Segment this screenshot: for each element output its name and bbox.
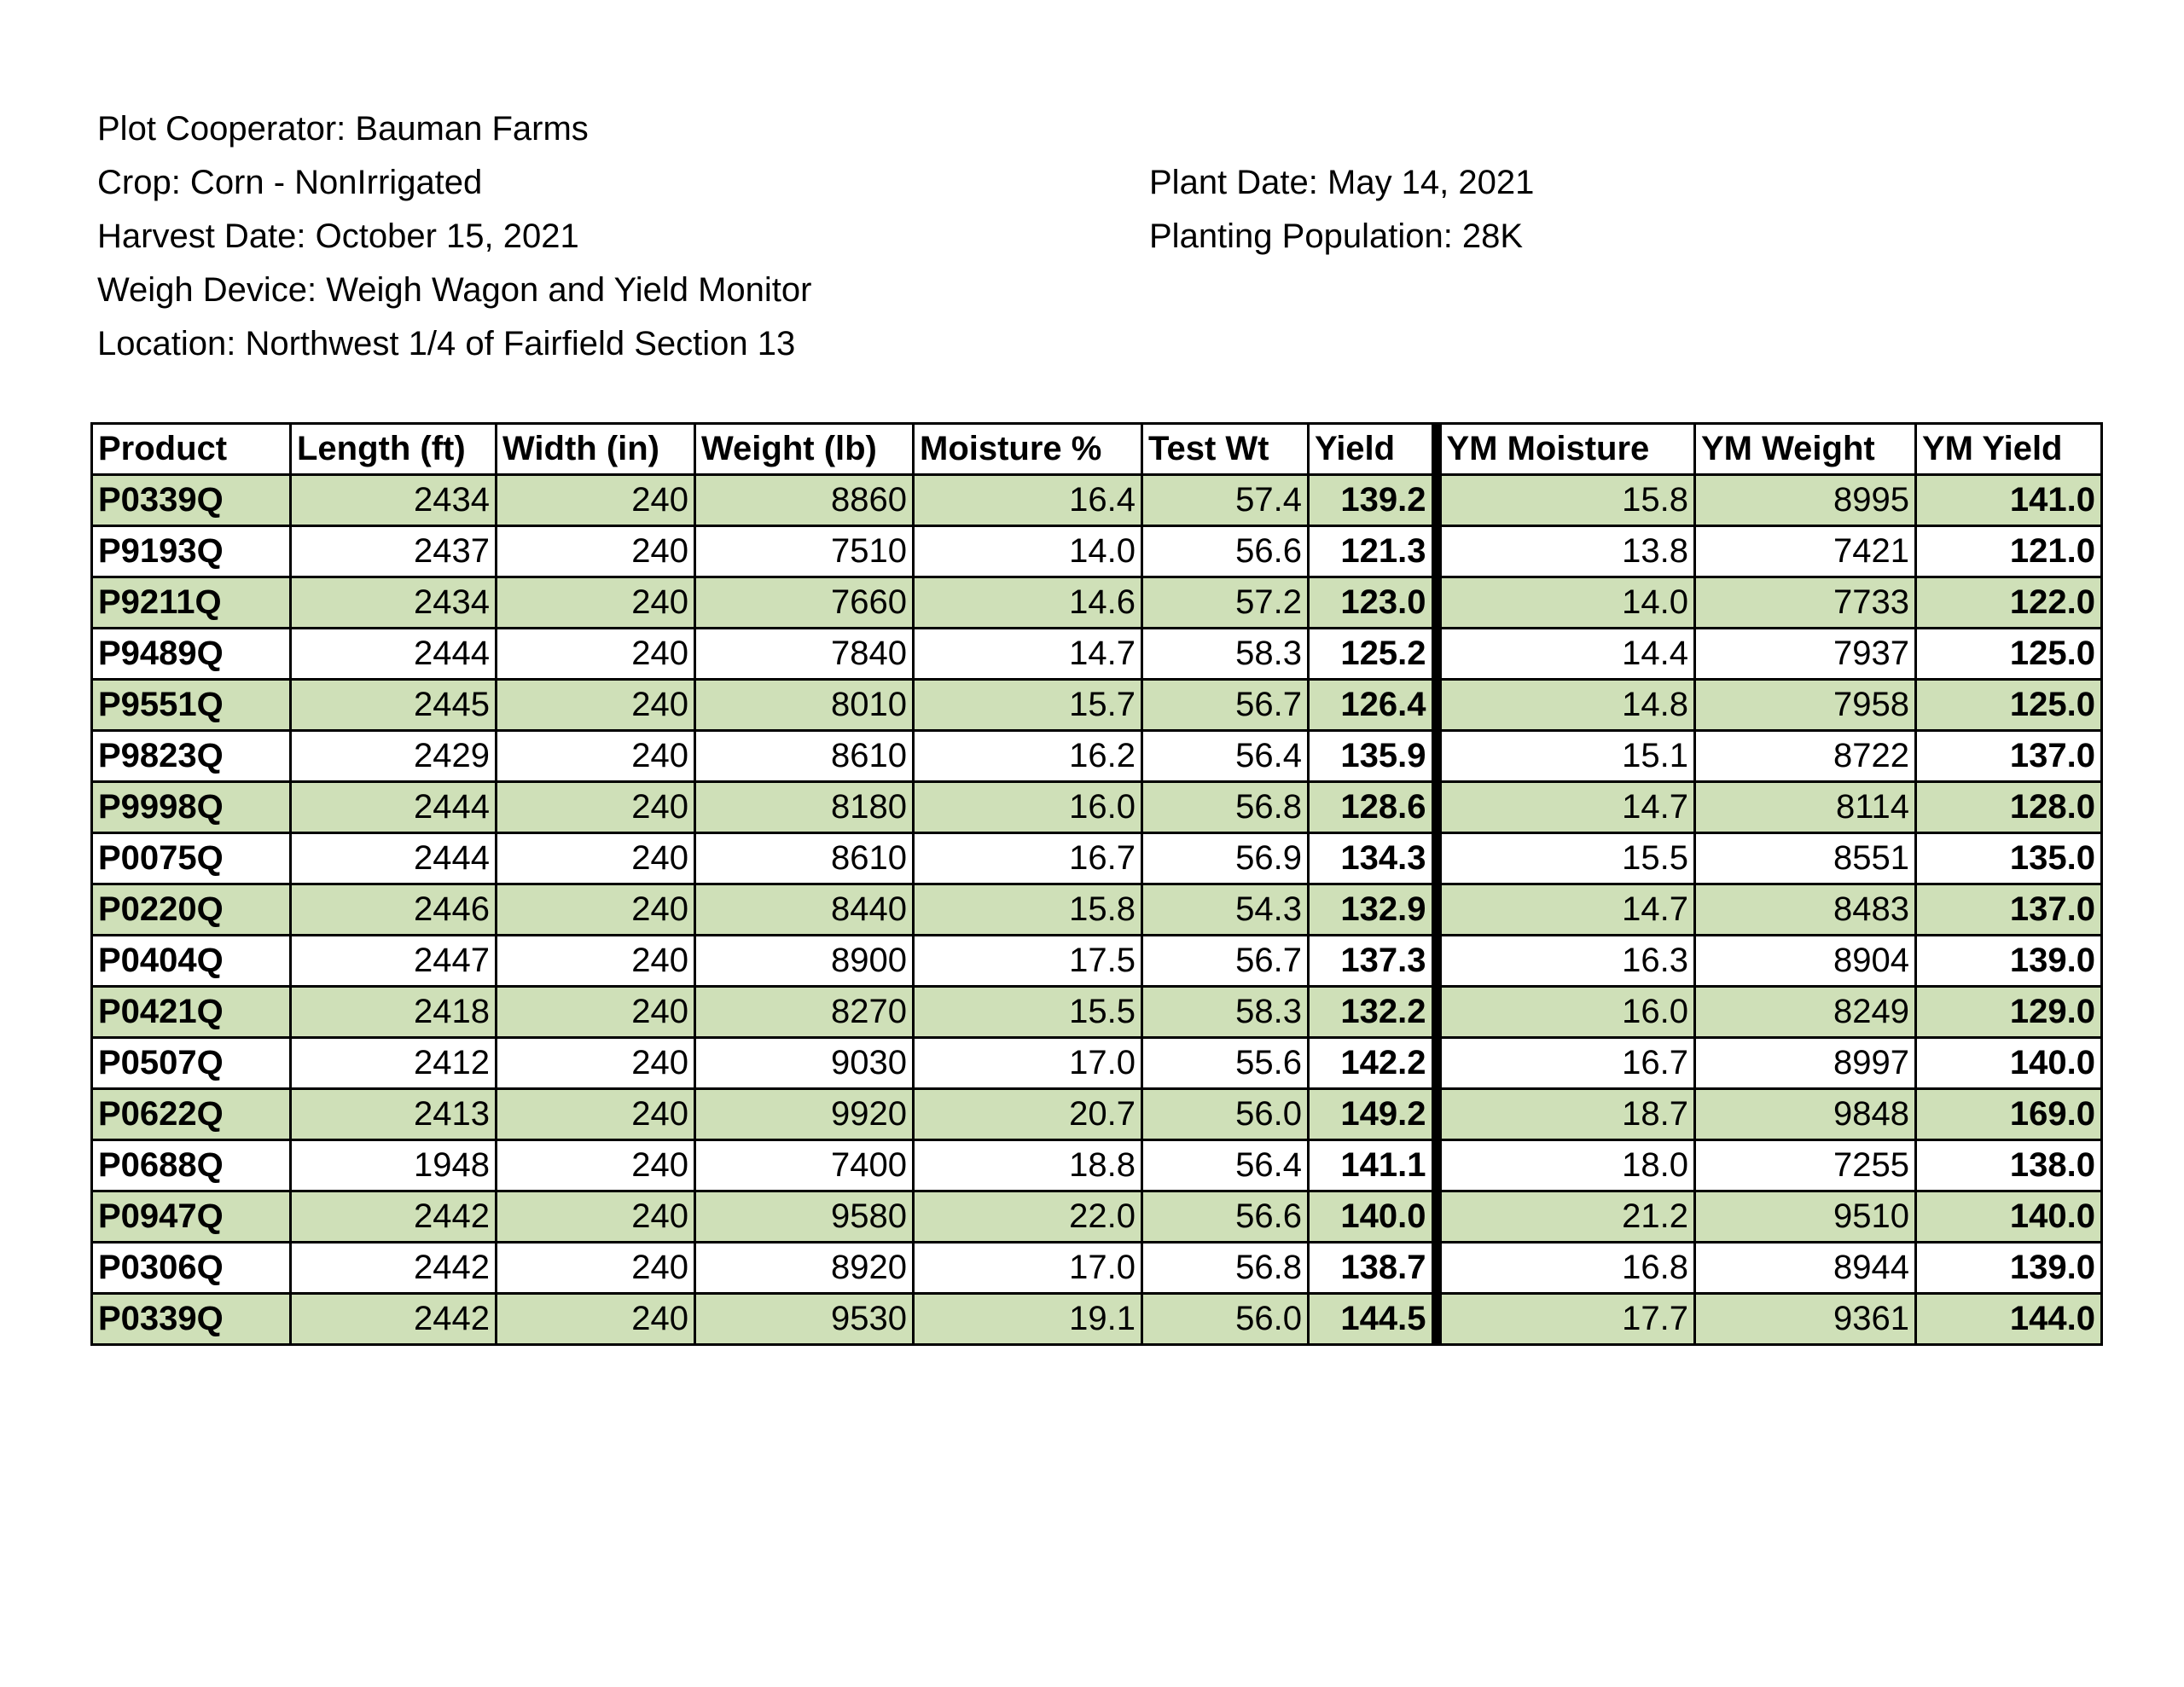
moisture-cell: 17.0 bbox=[914, 1038, 1142, 1089]
width-cell: 240 bbox=[497, 629, 695, 680]
weight-cell: 8610 bbox=[695, 833, 914, 884]
test-wt-cell: 56.8 bbox=[1142, 782, 1309, 833]
yield-cell: 141.1 bbox=[1309, 1140, 1437, 1191]
yield-cell: 123.0 bbox=[1309, 577, 1437, 629]
plot-cooperator: Plot Cooperator: Bauman Farms bbox=[97, 110, 589, 148]
weight-cell: 9580 bbox=[695, 1191, 914, 1243]
moisture-cell: 16.0 bbox=[914, 782, 1142, 833]
width-cell: 240 bbox=[497, 1243, 695, 1294]
test-wt-cell: 56.4 bbox=[1142, 731, 1309, 782]
length-cell: 2444 bbox=[291, 782, 497, 833]
ym-moisture-cell: 21.2 bbox=[1437, 1191, 1695, 1243]
ym-yield-cell: 137.0 bbox=[1916, 884, 2102, 936]
product-cell: P0220Q bbox=[92, 884, 291, 936]
crop-info: Crop: Corn - NonIrrigated bbox=[97, 164, 483, 201]
ym-yield-cell: 122.0 bbox=[1916, 577, 2102, 629]
length-cell: 2444 bbox=[291, 833, 497, 884]
product-cell: P0404Q bbox=[92, 936, 291, 987]
length-cell: 2437 bbox=[291, 526, 497, 577]
ym-moisture-cell: 15.5 bbox=[1437, 833, 1695, 884]
width-cell: 240 bbox=[497, 1140, 695, 1191]
weight-cell: 8180 bbox=[695, 782, 914, 833]
ym-moisture-cell: 15.1 bbox=[1437, 731, 1695, 782]
ym-yield-cell: 140.0 bbox=[1916, 1038, 2102, 1089]
yield-cell: 137.3 bbox=[1309, 936, 1437, 987]
width-cell: 240 bbox=[497, 475, 695, 526]
product-cell: P9551Q bbox=[92, 680, 291, 731]
ym-weight-cell: 7255 bbox=[1695, 1140, 1916, 1191]
weight-cell: 7510 bbox=[695, 526, 914, 577]
column-header: YM Weight bbox=[1695, 424, 1916, 475]
length-cell: 2442 bbox=[291, 1191, 497, 1243]
width-cell: 240 bbox=[497, 526, 695, 577]
location: Location: Northwest 1/4 of Fairfield Section 13 bbox=[97, 325, 796, 362]
test-wt-cell: 56.8 bbox=[1142, 1243, 1309, 1294]
ym-yield-cell: 140.0 bbox=[1916, 1191, 2102, 1243]
column-header: Product bbox=[92, 424, 291, 475]
yield-cell: 144.5 bbox=[1309, 1294, 1437, 1345]
table-row bbox=[92, 833, 2102, 884]
ym-weight-cell: 7421 bbox=[1695, 526, 1916, 577]
ym-weight-cell: 7958 bbox=[1695, 680, 1916, 731]
column-header: Moisture % bbox=[914, 424, 1142, 475]
moisture-cell: 15.5 bbox=[914, 987, 1142, 1038]
ym-yield-cell: 169.0 bbox=[1916, 1089, 2102, 1140]
ym-moisture-cell: 18.0 bbox=[1437, 1140, 1695, 1191]
ym-yield-cell: 135.0 bbox=[1916, 833, 2102, 884]
ym-yield-cell: 125.0 bbox=[1916, 680, 2102, 731]
weight-cell: 7660 bbox=[695, 577, 914, 629]
width-cell: 240 bbox=[497, 731, 695, 782]
ym-weight-cell: 9361 bbox=[1695, 1294, 1916, 1345]
length-cell: 1948 bbox=[291, 1140, 497, 1191]
ym-moisture-cell: 14.0 bbox=[1437, 577, 1695, 629]
test-wt-cell: 57.4 bbox=[1142, 475, 1309, 526]
weight-cell: 8860 bbox=[695, 475, 914, 526]
weigh-device: Weigh Device: Weigh Wagon and Yield Monitor bbox=[97, 271, 812, 309]
length-cell: 2413 bbox=[291, 1089, 497, 1140]
ym-weight-cell: 7937 bbox=[1695, 629, 1916, 680]
results-table bbox=[90, 422, 2103, 1346]
product-cell: P9823Q bbox=[92, 731, 291, 782]
ym-yield-cell: 125.0 bbox=[1916, 629, 2102, 680]
weight-cell: 8440 bbox=[695, 884, 914, 936]
product-cell: P9489Q bbox=[92, 629, 291, 680]
width-cell: 240 bbox=[497, 1038, 695, 1089]
ym-weight-cell: 8997 bbox=[1695, 1038, 1916, 1089]
product-cell: P0339Q bbox=[92, 1294, 291, 1345]
ym-moisture-cell: 16.0 bbox=[1437, 987, 1695, 1038]
ym-moisture-cell: 13.8 bbox=[1437, 526, 1695, 577]
width-cell: 240 bbox=[497, 833, 695, 884]
table-row bbox=[92, 782, 2102, 833]
moisture-cell: 19.1 bbox=[914, 1294, 1142, 1345]
moisture-cell: 15.8 bbox=[914, 884, 1142, 936]
ym-weight-cell: 8995 bbox=[1695, 475, 1916, 526]
product-cell: P0688Q bbox=[92, 1140, 291, 1191]
ym-yield-cell: 128.0 bbox=[1916, 782, 2102, 833]
weight-cell: 9530 bbox=[695, 1294, 914, 1345]
moisture-cell: 14.7 bbox=[914, 629, 1142, 680]
ym-yield-cell: 144.0 bbox=[1916, 1294, 2102, 1345]
test-wt-cell: 56.7 bbox=[1142, 936, 1309, 987]
moisture-cell: 14.6 bbox=[914, 577, 1142, 629]
table-row bbox=[92, 1294, 2102, 1345]
length-cell: 2434 bbox=[291, 475, 497, 526]
moisture-cell: 16.7 bbox=[914, 833, 1142, 884]
weight-cell: 8270 bbox=[695, 987, 914, 1038]
weight-cell: 9030 bbox=[695, 1038, 914, 1089]
test-wt-cell: 58.3 bbox=[1142, 629, 1309, 680]
column-header: Yield bbox=[1309, 424, 1437, 475]
ym-moisture-cell: 14.7 bbox=[1437, 884, 1695, 936]
yield-cell: 128.6 bbox=[1309, 782, 1437, 833]
weight-cell: 7840 bbox=[695, 629, 914, 680]
ym-yield-cell: 139.0 bbox=[1916, 936, 2102, 987]
product-cell: P9998Q bbox=[92, 782, 291, 833]
moisture-cell: 17.0 bbox=[914, 1243, 1142, 1294]
test-wt-cell: 56.4 bbox=[1142, 1140, 1309, 1191]
ym-weight-cell: 8551 bbox=[1695, 833, 1916, 884]
yield-cell: 140.0 bbox=[1309, 1191, 1437, 1243]
column-header: Weight (lb) bbox=[695, 424, 914, 475]
width-cell: 240 bbox=[497, 987, 695, 1038]
column-header: YM Moisture bbox=[1437, 424, 1695, 475]
weight-cell: 8610 bbox=[695, 731, 914, 782]
ym-weight-cell: 8249 bbox=[1695, 987, 1916, 1038]
ym-weight-cell: 8722 bbox=[1695, 731, 1916, 782]
ym-yield-cell: 121.0 bbox=[1916, 526, 2102, 577]
ym-moisture-cell: 14.7 bbox=[1437, 782, 1695, 833]
length-cell: 2442 bbox=[291, 1243, 497, 1294]
length-cell: 2444 bbox=[291, 629, 497, 680]
ym-yield-cell: 137.0 bbox=[1916, 731, 2102, 782]
width-cell: 240 bbox=[497, 1294, 695, 1345]
harvest-date: Harvest Date: October 15, 2021 bbox=[97, 217, 579, 255]
table-row bbox=[92, 1243, 2102, 1294]
yield-cell: 142.2 bbox=[1309, 1038, 1437, 1089]
test-wt-cell: 57.2 bbox=[1142, 577, 1309, 629]
table-row bbox=[92, 936, 2102, 987]
table-row bbox=[92, 680, 2102, 731]
test-wt-cell: 58.3 bbox=[1142, 987, 1309, 1038]
weight-cell: 8900 bbox=[695, 936, 914, 987]
width-cell: 240 bbox=[497, 1089, 695, 1140]
table-row bbox=[92, 731, 2102, 782]
width-cell: 240 bbox=[497, 884, 695, 936]
length-cell: 2412 bbox=[291, 1038, 497, 1089]
table-row bbox=[92, 1038, 2102, 1089]
yield-cell: 121.3 bbox=[1309, 526, 1437, 577]
product-cell: P0507Q bbox=[92, 1038, 291, 1089]
product-cell: P0947Q bbox=[92, 1191, 291, 1243]
test-wt-cell: 56.7 bbox=[1142, 680, 1309, 731]
product-cell: P0622Q bbox=[92, 1089, 291, 1140]
length-cell: 2429 bbox=[291, 731, 497, 782]
length-cell: 2434 bbox=[291, 577, 497, 629]
ym-yield-cell: 141.0 bbox=[1916, 475, 2102, 526]
weight-cell: 9920 bbox=[695, 1089, 914, 1140]
column-header: Width (in) bbox=[497, 424, 695, 475]
length-cell: 2447 bbox=[291, 936, 497, 987]
product-cell: P0339Q bbox=[92, 475, 291, 526]
table-row bbox=[92, 987, 2102, 1038]
yield-cell: 125.2 bbox=[1309, 629, 1437, 680]
moisture-cell: 18.8 bbox=[914, 1140, 1142, 1191]
ym-moisture-cell: 17.7 bbox=[1437, 1294, 1695, 1345]
length-cell: 2442 bbox=[291, 1294, 497, 1345]
ym-weight-cell: 8483 bbox=[1695, 884, 1916, 936]
yield-cell: 126.4 bbox=[1309, 680, 1437, 731]
ym-moisture-cell: 14.8 bbox=[1437, 680, 1695, 731]
test-wt-cell: 56.0 bbox=[1142, 1089, 1309, 1140]
yield-cell: 138.7 bbox=[1309, 1243, 1437, 1294]
width-cell: 240 bbox=[497, 680, 695, 731]
product-cell: P0421Q bbox=[92, 987, 291, 1038]
weight-cell: 7400 bbox=[695, 1140, 914, 1191]
table-row bbox=[92, 629, 2102, 680]
width-cell: 240 bbox=[497, 936, 695, 987]
ym-moisture-cell: 14.4 bbox=[1437, 629, 1695, 680]
product-cell: P0306Q bbox=[92, 1243, 291, 1294]
ym-yield-cell: 138.0 bbox=[1916, 1140, 2102, 1191]
moisture-cell: 16.4 bbox=[914, 475, 1142, 526]
ym-weight-cell: 8904 bbox=[1695, 936, 1916, 987]
test-wt-cell: 55.6 bbox=[1142, 1038, 1309, 1089]
yield-cell: 132.2 bbox=[1309, 987, 1437, 1038]
table-row bbox=[92, 1191, 2102, 1243]
weight-cell: 8010 bbox=[695, 680, 914, 731]
yield-cell: 139.2 bbox=[1309, 475, 1437, 526]
moisture-cell: 20.7 bbox=[914, 1089, 1142, 1140]
yield-cell: 149.2 bbox=[1309, 1089, 1437, 1140]
column-header: Test Wt bbox=[1142, 424, 1309, 475]
test-wt-cell: 54.3 bbox=[1142, 884, 1309, 936]
product-cell: P0075Q bbox=[92, 833, 291, 884]
table-row bbox=[92, 577, 2102, 629]
test-wt-cell: 56.0 bbox=[1142, 1294, 1309, 1345]
ym-moisture-cell: 18.7 bbox=[1437, 1089, 1695, 1140]
ym-yield-cell: 139.0 bbox=[1916, 1243, 2102, 1294]
ym-weight-cell: 8114 bbox=[1695, 782, 1916, 833]
moisture-cell: 22.0 bbox=[914, 1191, 1142, 1243]
test-wt-cell: 56.9 bbox=[1142, 833, 1309, 884]
yield-cell: 132.9 bbox=[1309, 884, 1437, 936]
ym-moisture-cell: 16.8 bbox=[1437, 1243, 1695, 1294]
ym-moisture-cell: 16.3 bbox=[1437, 936, 1695, 987]
planting-population: Planting Population: 28K bbox=[1149, 217, 1524, 255]
ym-moisture-cell: 15.8 bbox=[1437, 475, 1695, 526]
length-cell: 2446 bbox=[291, 884, 497, 936]
column-header: Length (ft) bbox=[291, 424, 497, 475]
table-row bbox=[92, 475, 2102, 526]
length-cell: 2418 bbox=[291, 987, 497, 1038]
moisture-cell: 14.0 bbox=[914, 526, 1142, 577]
yield-cell: 134.3 bbox=[1309, 833, 1437, 884]
width-cell: 240 bbox=[497, 782, 695, 833]
table-row bbox=[92, 1140, 2102, 1191]
product-cell: P9211Q bbox=[92, 577, 291, 629]
length-cell: 2445 bbox=[291, 680, 497, 731]
product-cell: P9193Q bbox=[92, 526, 291, 577]
width-cell: 240 bbox=[497, 1191, 695, 1243]
moisture-cell: 16.2 bbox=[914, 731, 1142, 782]
ym-weight-cell: 9848 bbox=[1695, 1089, 1916, 1140]
plant-date: Plant Date: May 14, 2021 bbox=[1149, 164, 1535, 201]
ym-weight-cell: 8944 bbox=[1695, 1243, 1916, 1294]
weight-cell: 8920 bbox=[695, 1243, 914, 1294]
table-row bbox=[92, 526, 2102, 577]
header-row bbox=[92, 424, 2102, 475]
column-header: YM Yield bbox=[1916, 424, 2102, 475]
table-row bbox=[92, 884, 2102, 936]
table-body bbox=[92, 475, 2102, 1345]
ym-weight-cell: 7733 bbox=[1695, 577, 1916, 629]
ym-moisture-cell: 16.7 bbox=[1437, 1038, 1695, 1089]
width-cell: 240 bbox=[497, 577, 695, 629]
table-row bbox=[92, 1089, 2102, 1140]
ym-weight-cell: 9510 bbox=[1695, 1191, 1916, 1243]
test-wt-cell: 56.6 bbox=[1142, 526, 1309, 577]
test-wt-cell: 56.6 bbox=[1142, 1191, 1309, 1243]
yield-cell: 135.9 bbox=[1309, 731, 1437, 782]
ym-yield-cell: 129.0 bbox=[1916, 987, 2102, 1038]
moisture-cell: 15.7 bbox=[914, 680, 1142, 731]
moisture-cell: 17.5 bbox=[914, 936, 1142, 987]
